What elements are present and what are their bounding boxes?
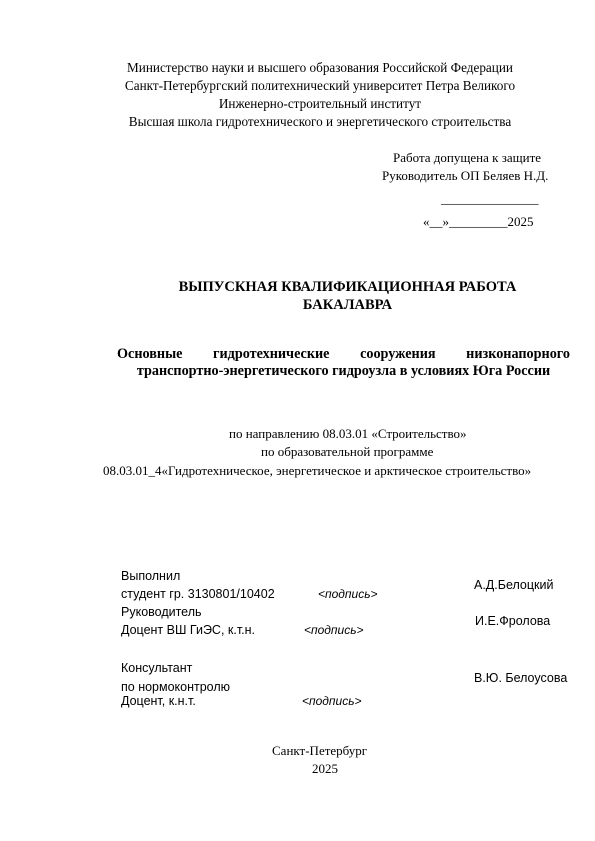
performer-group: студент гр. 3130801/10402 [121,587,275,601]
footer-city: Санкт-Петербург [272,743,368,758]
program-head-text: Руководитель ОП Беляев Н.Д. [382,168,549,183]
consultant-position: Доцент, к.н.т. [121,694,196,708]
work-title-line-1: ВЫПУСКНАЯ КВАЛИФИКАЦИОННАЯ РАБОТА [178,279,517,295]
performer-signature: <подпись> [318,587,378,601]
supervisor-position: Доцент ВШ ГиЭС, к.т.н. [121,623,256,637]
supervisor-name: И.Е.Фролова [475,614,551,628]
university-line: Санкт-Петербургский политехнический университет Петра Великого [124,78,516,93]
consultant-signature: <подпись> [302,694,362,708]
institute-line: Инженерно-строительный институт [218,96,422,111]
supervisor-signature: <подпись> [304,623,364,637]
consultant-name: В.Ю. Белоусова [474,671,568,685]
ministry-line: Министерство науки и высшего образования Российской Федерации [127,60,513,75]
consultant-label: Консультант [121,661,193,675]
performer-label: Выполнил [121,569,181,583]
thesis-topic: Основные гидротехнические сооружения низконапорного транспортно-энергетического гидроузла в условиях Юга России [117,346,570,379]
supervisor-label: Руководитель [121,605,202,619]
footer-year: 2025 [312,761,338,776]
approval-text: Работа допущена к защите [393,150,542,165]
program-name-line: 08.03.01_4«Гидротехническое, энергетическое и арктическое строительство» [103,463,532,478]
program-label-line: по образовательной программе [261,444,434,459]
approval-date-line: «__»_________2025 [423,214,534,229]
direction-line: по направлению 08.03.01 «Строительство» [229,426,467,441]
school-line: Высшая школа гидротехнического и энергетического строительства [128,114,512,129]
work-title-line-2: БАКАЛАВРА [302,297,393,313]
performer-name: А.Д.Белоцкий [474,578,554,592]
approval-signature-line: _______________ [441,191,539,206]
consultant-role: по нормоконтролю [121,680,231,694]
